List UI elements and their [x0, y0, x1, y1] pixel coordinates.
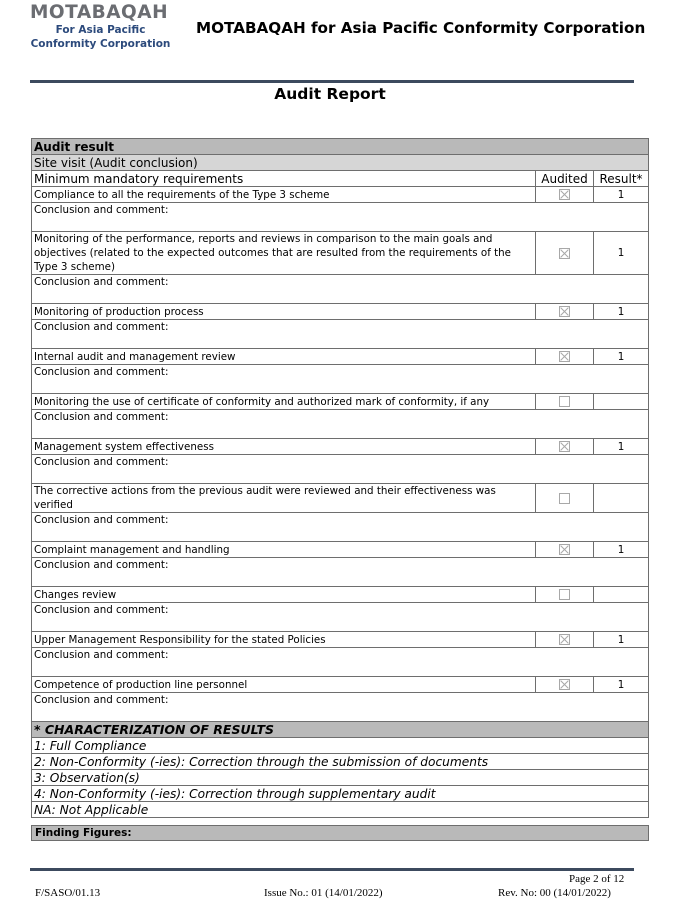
- issue-number: Issue No.: 01 (14/01/2022): [264, 887, 383, 899]
- characterization-row: [32, 802, 649, 818]
- company-name: MOTABAQAH for Asia Pacific Conformity Corporation: [196, 19, 646, 37]
- conclusion-label: Conclusion and comment:: [32, 365, 649, 394]
- company-logo: [30, 2, 175, 51]
- requirement-row: [32, 349, 649, 365]
- result-value: 1: [594, 542, 649, 558]
- audited-empty-checkbox[interactable]: [559, 493, 570, 504]
- finding-figures-header: Finding Figures:: [31, 825, 649, 841]
- requirement-text: The corrective actions from the previous audit were reviewed and their effectiveness was verified: [32, 484, 536, 513]
- audited-cell: [536, 439, 594, 455]
- result-value: 1: [594, 349, 649, 365]
- audited-cell: [536, 542, 594, 558]
- conclusion-row: [32, 455, 649, 484]
- audited-checked-checkbox[interactable]: [559, 248, 570, 259]
- requirement-row: [32, 542, 649, 558]
- requirement-text: Changes review: [32, 587, 536, 603]
- page-number: Page 2 of 12: [569, 873, 625, 885]
- section-header-row: [32, 139, 649, 155]
- result-value: 1: [594, 304, 649, 320]
- characterization-row: [32, 786, 649, 802]
- subsection-header-row: [32, 155, 649, 171]
- conclusion-label: Conclusion and comment:: [32, 203, 649, 232]
- requirement-text: Upper Management Responsibility for the stated Policies: [32, 632, 536, 648]
- requirement-text: Internal audit and management review: [32, 349, 536, 365]
- audited-cell: [536, 587, 594, 603]
- audited-empty-checkbox[interactable]: [559, 396, 570, 407]
- conclusion-row: [32, 693, 649, 722]
- requirement-row: [32, 304, 649, 320]
- result-value: [594, 587, 649, 603]
- characterization-item: 2: Non-Conformity (-ies): Correction through the submission of documents: [32, 754, 649, 770]
- conclusion-row: [32, 558, 649, 587]
- audited-checked-checkbox[interactable]: [559, 351, 570, 362]
- requirement-text: Complaint management and handling: [32, 542, 536, 558]
- column-header-result: Result*: [594, 171, 649, 187]
- requirement-text: Competence of production line personnel: [32, 677, 536, 693]
- column-header-requirement: Minimum mandatory requirements: [32, 171, 536, 187]
- subsection-title: Site visit (Audit conclusion): [32, 155, 649, 171]
- audited-checked-checkbox[interactable]: [559, 679, 570, 690]
- audited-checked-checkbox[interactable]: [559, 441, 570, 452]
- characterization-row: [32, 770, 649, 786]
- result-value: 1: [594, 677, 649, 693]
- audited-checked-checkbox[interactable]: [559, 634, 570, 645]
- result-value: [594, 394, 649, 410]
- result-value: [594, 484, 649, 513]
- conclusion-label: Conclusion and comment:: [32, 455, 649, 484]
- conclusion-row: [32, 513, 649, 542]
- characterization-row: [32, 754, 649, 770]
- requirement-text: Compliance to all the requirements of the Type 3 scheme: [32, 187, 536, 203]
- characterization-item: 1: Full Compliance: [32, 738, 649, 754]
- audited-cell: [536, 232, 594, 275]
- requirement-row: [32, 587, 649, 603]
- result-value: 1: [594, 187, 649, 203]
- conclusion-row: [32, 648, 649, 677]
- requirement-row: [32, 632, 649, 648]
- result-value: 1: [594, 632, 649, 648]
- requirement-row: [32, 677, 649, 693]
- requirement-row: [32, 394, 649, 410]
- requirement-text: Management system effectiveness: [32, 439, 536, 455]
- conclusion-label: Conclusion and comment:: [32, 693, 649, 722]
- requirement-row: [32, 187, 649, 203]
- characterization-row: [32, 738, 649, 754]
- form-number: F/SASO/01.13: [35, 887, 101, 899]
- result-value: 1: [594, 232, 649, 275]
- logo-tagline-1: For Asia Pacific: [55, 24, 146, 36]
- characterization-header-row: [32, 722, 649, 738]
- audit-result-table: [31, 138, 649, 818]
- conclusion-label: Conclusion and comment:: [32, 648, 649, 677]
- audited-cell: [536, 677, 594, 693]
- characterization-item: 3: Observation(s): [32, 770, 649, 786]
- logo-wordmark: MOTABAQAH: [30, 2, 169, 23]
- conclusion-label: Conclusion and comment:: [32, 275, 649, 304]
- conclusion-row: [32, 275, 649, 304]
- audited-empty-checkbox[interactable]: [559, 589, 570, 600]
- requirement-text: Monitoring of the performance, reports and reviews in comparison to the main goals and objectives (related to the expected outcomes that are resulted from the requirements of the Type 3 scheme): [32, 232, 536, 275]
- audited-cell: [536, 187, 594, 203]
- conclusion-row: [32, 410, 649, 439]
- requirement-row: [32, 232, 649, 275]
- report-title: Audit Report: [274, 85, 386, 103]
- conclusion-label: Conclusion and comment:: [32, 603, 649, 632]
- footer-divider: [30, 868, 634, 871]
- audited-cell: [536, 304, 594, 320]
- audited-cell: [536, 632, 594, 648]
- header-divider: [30, 80, 634, 83]
- characterization-item: NA: Not Applicable: [32, 802, 649, 818]
- result-value: 1: [594, 439, 649, 455]
- conclusion-label: Conclusion and comment:: [32, 320, 649, 349]
- characterization-item: 4: Non-Conformity (-ies): Correction through supplementary audit: [32, 786, 649, 802]
- audited-checked-checkbox[interactable]: [559, 544, 570, 555]
- conclusion-row: [32, 203, 649, 232]
- conclusion-label: Conclusion and comment:: [32, 513, 649, 542]
- audited-checked-checkbox[interactable]: [559, 189, 570, 200]
- column-header-row: [32, 171, 649, 187]
- conclusion-row: [32, 365, 649, 394]
- logo-tagline-2: Conformity Corporation: [30, 38, 171, 50]
- audited-cell: [536, 349, 594, 365]
- requirement-row: [32, 484, 649, 513]
- conclusion-label: Conclusion and comment:: [32, 558, 649, 587]
- conclusion-row: [32, 603, 649, 632]
- conclusion-row: [32, 320, 649, 349]
- column-header-audited: Audited: [536, 171, 594, 187]
- audited-cell: [536, 484, 594, 513]
- requirement-row: [32, 439, 649, 455]
- audited-cell: [536, 394, 594, 410]
- requirement-text: Monitoring of production process: [32, 304, 536, 320]
- audited-checked-checkbox[interactable]: [559, 306, 570, 317]
- section-title: Audit result: [32, 139, 649, 155]
- revision-number: Rev. No: 00 (14/01/2022): [498, 887, 611, 899]
- characterization-title: * CHARACTERIZATION OF RESULTS: [32, 722, 649, 738]
- conclusion-label: Conclusion and comment:: [32, 410, 649, 439]
- requirement-text: Monitoring the use of certificate of conformity and authorized mark of conformity, if any: [32, 394, 536, 410]
